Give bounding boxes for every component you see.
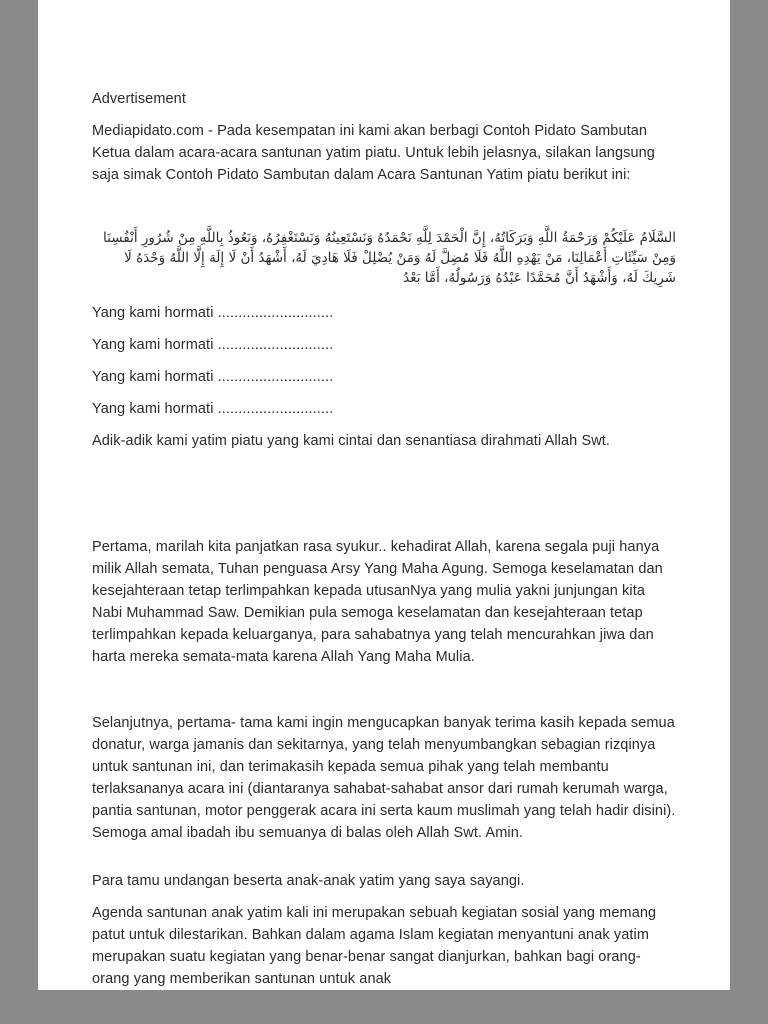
intro-paragraph: Mediapidato.com - Pada kesempatan ini kami akan berbagi Contoh Pidato Sambutan Ketua dalam acara-acara santunan yatim piatu. Untuk lebih jelasnya, silakan langsung saja simak Contoh Pidato Sambutan dalam Acara Santunan Yatim piatu berikut ini: <box>92 123 655 183</box>
greeting-line: Yang kami hormati ............................ <box>92 369 334 385</box>
greeting-line: Yang kami hormati ............................ <box>92 401 334 417</box>
paragraph-syukur: Pertama, marilah kita panjatkan rasa syukur.. kehadirat Allah, karena segala puji hanya milik Allah semata, Tuhan penguasa Arsy Yang Maha Agung. Semoga keselamatan dan kesejahteraan tetap terlimpahkan kepada utusanNya yang mulia yakni junjungan kita Nabi Muhammad Saw. Demikian pula semoga keselamatan dan kesejahteraan tetap terlimpahkan kepada keluarganya, para sahabatnya yang telah mencurahkan jiwa dan harta mereka semata-mata karena Allah Yang Maha Mulia. <box>92 539 663 665</box>
arabic-salutation: السَّلَامُ عَلَيْكُمْ وَرَحْمَةُ اللَّهِ وَبَرَكَاتُهُ، إِنَّ الْحَمْدَ لِلَّهِ نَحْمَدُهُ وَنَسْتَعِينُهُ وَنَسْتَغْفِرُهُ، وَنَعُوذُ بِاللَّهِ مِنْ شُرُورِ أَنْفُسِنَا وَمِنْ سَيِّئَاتِ أَعْمَالِنَا، مَنْ يَهْدِهِ اللَّهُ فَلَا مُضِلَّ لَهُ وَمَنْ يُضْلِلْ فَلَا هَادِيَ لَهُ، أَشْهَدُ أَنْ لَا إِلَهَ إِلَّا اللَّهُ وَحْدَهُ لَا شَرِيكَ لَهُ، وَأَشْهَدُ أَنَّ مُحَمَّدًا عَبْدُهُ وَرَسُولُهُ، أَمَّا بَعْدُ <box>103 230 676 286</box>
paragraph-terima-kasih: Selanjutnya, pertama- tama kami ingin mengucapkan banyak terima kasih kepada semua donatur, warga jamanis dan sekitarnya, yang telah menyumbangkan sebagian rizqinya untuk santunan ini, dan terimakasih kepada semua pihak yang telah membantu terlaksananya acara ini (diantaranya sahabat-sahabat ansor dari rumah kerumah warga, pantia santunan, motor penggerak acara ini serta kaum muslimah yang telah hadir disini). Semoga amal ibadah ibu semuanya di balas oleh Allah Swt. Amin. <box>92 715 676 841</box>
greeting-line: Yang kami hormati ............................ <box>92 337 334 353</box>
address-orphans-line: Adik-adik kami yatim piatu yang kami cintai dan senantiasa dirahmati Allah Swt. <box>92 433 611 449</box>
document-page <box>38 0 730 990</box>
paragraph-agenda: Agenda santunan anak yatim kali ini merupakan sebuah kegiatan sosial yang memang patut untuk dilestarikan. Bahkan dalam agama Islam kegiatan menyantuni anak yatim merupakan suatu kegiatan yang benar-benar sangat dianjurkan, bahkan bagi orang-orang yang memberikan santunan untuk anak <box>92 905 657 987</box>
advertisement-label: Advertisement <box>92 91 186 107</box>
greeting-line: Yang kami hormati ............................ <box>92 305 334 321</box>
address-guests-line: Para tamu undangan beserta anak-anak yatim yang saya sayangi. <box>92 873 525 889</box>
